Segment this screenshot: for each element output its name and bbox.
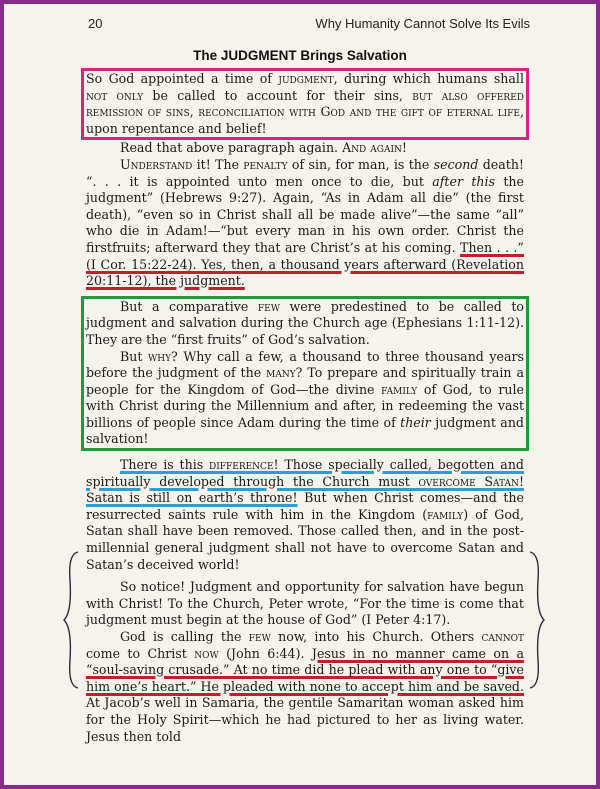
paragraph-6: There is this difference! Those specially called, begotten and spiritually developed through the Church must overcome Satan! Satan is still on earth’s throne! But when Christ comes—and the resurrected saints rule with him in the Kingdom (family) of God, Satan shall have been removed. Those called then, and in the post-millennial general judgment shall not have to overcome Satan and Satan’s deceived world! — [86, 457, 524, 572]
paragraph-1: So God appointed a time of judgment, during which humans shall not only be called to account for their sins, but also offered remission of sins, reconciliation with God and the gift of eternal life, upon repentance and belief! — [86, 71, 524, 136]
right-bracket-annotation — [526, 550, 546, 690]
red-underline-then: Then . . .” (I Cor. 15:22-24). Yes, then, a thousand years afterward (Revelation 20:11-12), the judgment. — [86, 239, 524, 289]
paragraph-7: So notice! Judgment and opportunity for salvation have begun with Christ! To the Church, Peter wrote, “For the time is come that judgment must begin at the house of God” (I Peter 4:17). — [86, 579, 524, 628]
body-text — [86, 68, 524, 745]
red-underline-jesus: Jesus in no manner came on a “soul-saving crusade.” At no time did he plead with any one to “give him one’s heart.” He pleaded with none to accept him and be saved. — [86, 645, 524, 694]
blue-underline-difference: There is this difference! Those specially called, begotten and spiritually developed through the Church must overcome Satan! Satan is still on earth’s throne! — [86, 457, 524, 506]
page-number: 20 — [88, 16, 103, 31]
running-title: Why Humanity Cannot Solve Its Evils — [315, 16, 530, 31]
paragraph-4: But a comparative few were predestined to be called to judgment and salvation during the Church age (Ephesians 1:11-12). They are the “first fruits” of God’s salvation. — [86, 298, 525, 347]
left-bracket-annotation — [62, 550, 82, 690]
book-page — [4, 4, 596, 785]
paragraph-3: Understand it! The penalty of sin, for man, is the second death! “. . . it is appointed unto men once to die, but after this the judgment” (Hebrews 9:27). Again, “As in Adam all die” (the first death), “even so in Christ shall all be made alive”—the same “all” who die in Adam!—“but every man in his own order. Christ the firstfruits; afterward they that are Christ’s at his coming. Then . . .” (I Cor. 15:22-24). Yes, then, a thousand years afterward (Revelation 20:11-12), the judgment. — [86, 156, 524, 289]
paragraph-8: God is calling the few now, into his Church. Others cannot come to Christ now (John 6:44). Jesus in no manner came on a “soul-saving crusade.” At no time did he plead with any one to “give him one’s heart.” He pleaded with none to accept him and be saved. At Jacob’s well in Samaria, the gentile Samaritan woman asked him for the Holy Spirit—which he had pictured to her as living water. Jesus then told — [86, 629, 524, 744]
paragraph-5: But why? Why call a few, a thousand to three thousand years before the judgment of the many? To prepare and spiritually train a people for the Kingdom of God—the divine family of God, to rule with Christ during the Millennium and after, in redeeming the vast billions of people since Adam during the time of their judgment and salvation! — [86, 348, 524, 447]
pink-highlight-box — [81, 68, 529, 140]
paragraph-2: Read that above paragraph again. And again! — [120, 140, 407, 156]
green-highlight-box — [81, 296, 529, 451]
section-heading: The JUDGMENT Brings Salvation — [193, 48, 407, 63]
